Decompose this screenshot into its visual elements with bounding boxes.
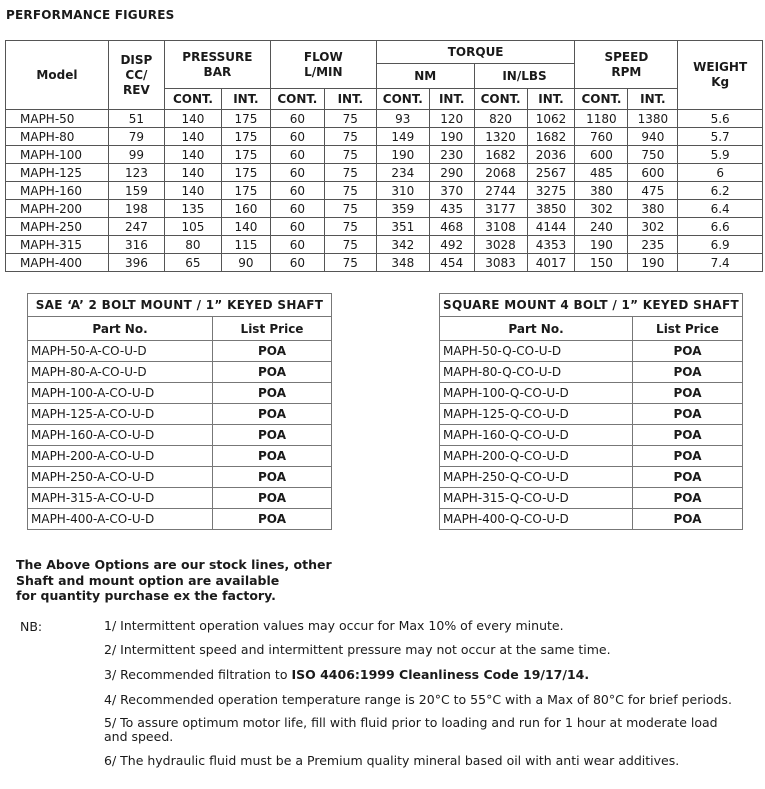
table-row — [440, 425, 743, 446]
value-cell: 75 — [324, 200, 376, 218]
table-row — [440, 404, 743, 425]
sae-table-title: SAE ‘A’ 2 BOLT MOUNT / 1” KEYED SHAFT — [28, 294, 332, 317]
value-cell: 60 — [270, 164, 324, 182]
table-row — [6, 200, 763, 218]
value-cell: 160 — [221, 200, 270, 218]
table-row — [440, 383, 743, 404]
value-cell: 4144 — [527, 218, 575, 236]
value-cell: 175 — [221, 128, 270, 146]
value-cell: 140 — [164, 164, 221, 182]
note-item: 1/ Intermittent operation values may occur for Max 10% of every minute. — [104, 618, 564, 633]
value-cell: 75 — [324, 218, 376, 236]
header-torque-nm: NM — [376, 64, 474, 89]
value-cell: 135 — [164, 200, 221, 218]
header-disp: DISP CC/ REV — [108, 41, 164, 110]
value-cell: 492 — [429, 236, 474, 254]
part-number: MAPH-125-A-CO-U-D — [28, 404, 213, 425]
value-cell: 140 — [164, 110, 221, 128]
table-row — [28, 425, 332, 446]
value-cell: 3177 — [474, 200, 527, 218]
value-cell: 5.7 — [678, 128, 763, 146]
value-cell: 150 — [575, 254, 628, 272]
part-number: MAPH-400-A-CO-U-D — [28, 509, 213, 530]
list-price: POA — [633, 341, 743, 362]
list-price: POA — [213, 488, 332, 509]
value-cell: 1682 — [527, 128, 575, 146]
value-cell: 175 — [221, 164, 270, 182]
list-price: POA — [633, 362, 743, 383]
value-cell: 310 — [376, 182, 429, 200]
value-cell: 120 — [429, 110, 474, 128]
model-cell: MAPH-200 — [6, 200, 109, 218]
value-cell: 140 — [164, 146, 221, 164]
table-row — [440, 446, 743, 467]
stock-note-line: The Above Options are our stock lines, other — [16, 557, 332, 572]
list-price: POA — [633, 467, 743, 488]
value-cell: 351 — [376, 218, 429, 236]
model-cell: MAPH-400 — [6, 254, 109, 272]
performance-table — [5, 40, 763, 272]
part-number: MAPH-315-Q-CO-U-D — [440, 488, 633, 509]
part-number: MAPH-160-A-CO-U-D — [28, 425, 213, 446]
value-cell: 2567 — [527, 164, 575, 182]
value-cell: 240 — [575, 218, 628, 236]
value-cell: 51 — [108, 110, 164, 128]
table-row — [6, 218, 763, 236]
table-row — [6, 236, 763, 254]
model-cell: MAPH-80 — [6, 128, 109, 146]
value-cell: 140 — [164, 182, 221, 200]
value-cell: 348 — [376, 254, 429, 272]
list-price: POA — [633, 404, 743, 425]
value-cell: 3850 — [527, 200, 575, 218]
value-cell: 435 — [429, 200, 474, 218]
table-row — [440, 488, 743, 509]
value-cell: 6.6 — [678, 218, 763, 236]
list-price: POA — [633, 383, 743, 404]
table-row — [28, 362, 332, 383]
value-cell: 5.6 — [678, 110, 763, 128]
list-price: POA — [213, 362, 332, 383]
value-cell: 60 — [270, 146, 324, 164]
value-cell: 820 — [474, 110, 527, 128]
value-cell: 1180 — [575, 110, 628, 128]
note-item: 5/ To assure optimum motor life, fill with fluid prior to loading and run for 1 hour at moderate load and speed. — [104, 715, 718, 744]
table-row — [28, 509, 332, 530]
value-cell: 370 — [429, 182, 474, 200]
list-price: POA — [213, 404, 332, 425]
value-cell: 175 — [221, 182, 270, 200]
value-cell: 342 — [376, 236, 429, 254]
header-cont: CONT. — [164, 89, 221, 110]
stock-note-line: for quantity purchase ex the factory. — [16, 588, 276, 603]
header-cont: CONT. — [376, 89, 429, 110]
value-cell: 60 — [270, 236, 324, 254]
note-emphasis: ISO 4406:1999 Cleanliness Code 19/17/14. — [291, 667, 590, 682]
value-cell: 60 — [270, 254, 324, 272]
list-price: POA — [633, 425, 743, 446]
part-number: MAPH-250-Q-CO-U-D — [440, 467, 633, 488]
square-mount-table — [439, 293, 743, 530]
table-row — [6, 164, 763, 182]
value-cell: 65 — [164, 254, 221, 272]
value-cell: 468 — [429, 218, 474, 236]
value-cell: 2744 — [474, 182, 527, 200]
table-row — [440, 467, 743, 488]
value-cell: 2068 — [474, 164, 527, 182]
value-cell: 396 — [108, 254, 164, 272]
part-number: MAPH-80-Q-CO-U-D — [440, 362, 633, 383]
value-cell: 1062 — [527, 110, 575, 128]
value-cell: 760 — [575, 128, 628, 146]
part-number: MAPH-315-A-CO-U-D — [28, 488, 213, 509]
value-cell: 60 — [270, 200, 324, 218]
list-price: POA — [633, 488, 743, 509]
header-int: INT. — [221, 89, 270, 110]
table-row — [6, 254, 763, 272]
value-cell: 90 — [221, 254, 270, 272]
value-cell: 123 — [108, 164, 164, 182]
value-cell: 60 — [270, 182, 324, 200]
value-cell: 79 — [108, 128, 164, 146]
value-cell: 75 — [324, 128, 376, 146]
note-item: 4/ Recommended operation temperature range is 20°C to 55°C with a Max of 80°C for brief periods. — [104, 692, 732, 707]
model-cell: MAPH-50 — [6, 110, 109, 128]
header-cont: CONT. — [575, 89, 628, 110]
value-cell: 190 — [429, 128, 474, 146]
value-cell: 140 — [164, 128, 221, 146]
value-cell: 475 — [628, 182, 678, 200]
value-cell: 600 — [575, 146, 628, 164]
header-int: INT. — [527, 89, 575, 110]
value-cell: 1682 — [474, 146, 527, 164]
value-cell: 380 — [575, 182, 628, 200]
header-pressure: PRESSURE BAR — [164, 41, 270, 89]
part-no-header: Part No. — [28, 317, 213, 341]
list-price: POA — [213, 509, 332, 530]
part-number: MAPH-80-A-CO-U-D — [28, 362, 213, 383]
list-price: POA — [633, 446, 743, 467]
value-cell: 3275 — [527, 182, 575, 200]
part-number: MAPH-200-A-CO-U-D — [28, 446, 213, 467]
part-number: MAPH-125-Q-CO-U-D — [440, 404, 633, 425]
value-cell: 190 — [575, 236, 628, 254]
table-row — [28, 467, 332, 488]
value-cell: 3028 — [474, 236, 527, 254]
model-cell: MAPH-100 — [6, 146, 109, 164]
value-cell: 750 — [628, 146, 678, 164]
sae-mount-table — [27, 293, 332, 530]
value-cell: 75 — [324, 236, 376, 254]
value-cell: 75 — [324, 110, 376, 128]
part-number: MAPH-100-A-CO-U-D — [28, 383, 213, 404]
part-number: MAPH-50-A-CO-U-D — [28, 341, 213, 362]
value-cell: 1320 — [474, 128, 527, 146]
value-cell: 316 — [108, 236, 164, 254]
table-row — [28, 383, 332, 404]
value-cell: 3083 — [474, 254, 527, 272]
value-cell: 7.4 — [678, 254, 763, 272]
value-cell: 6.2 — [678, 182, 763, 200]
value-cell: 230 — [429, 146, 474, 164]
part-number: MAPH-160-Q-CO-U-D — [440, 425, 633, 446]
list-price: POA — [213, 425, 332, 446]
table-row — [440, 509, 743, 530]
value-cell: 175 — [221, 110, 270, 128]
header-cont: CONT. — [270, 89, 324, 110]
value-cell: 5.9 — [678, 146, 763, 164]
header-int: INT. — [324, 89, 376, 110]
list-price: POA — [213, 383, 332, 404]
value-cell: 75 — [324, 254, 376, 272]
list-price: POA — [633, 509, 743, 530]
value-cell: 6.9 — [678, 236, 763, 254]
part-number: MAPH-250-A-CO-U-D — [28, 467, 213, 488]
value-cell: 359 — [376, 200, 429, 218]
part-number: MAPH-400-Q-CO-U-D — [440, 509, 633, 530]
value-cell: 4017 — [527, 254, 575, 272]
list-price-header: List Price — [633, 317, 743, 341]
value-cell: 140 — [221, 218, 270, 236]
value-cell: 4353 — [527, 236, 575, 254]
header-int: INT. — [429, 89, 474, 110]
table-row — [6, 146, 763, 164]
value-cell: 80 — [164, 236, 221, 254]
header-torque-inlbs: IN/LBS — [474, 64, 575, 89]
table-row — [28, 341, 332, 362]
value-cell: 75 — [324, 146, 376, 164]
part-number: MAPH-200-Q-CO-U-D — [440, 446, 633, 467]
model-cell: MAPH-250 — [6, 218, 109, 236]
list-price: POA — [213, 446, 332, 467]
value-cell: 6 — [678, 164, 763, 182]
table-row — [6, 182, 763, 200]
list-price: POA — [213, 467, 332, 488]
value-cell: 115 — [221, 236, 270, 254]
table-row — [440, 362, 743, 383]
value-cell: 234 — [376, 164, 429, 182]
value-cell: 75 — [324, 182, 376, 200]
value-cell: 1380 — [628, 110, 678, 128]
note-item: 2/ Intermittent speed and intermittent pressure may not occur at the same time. — [104, 642, 611, 657]
header-model: Model — [6, 41, 109, 110]
table-row — [28, 404, 332, 425]
value-cell: 302 — [575, 200, 628, 218]
value-cell: 99 — [108, 146, 164, 164]
value-cell: 235 — [628, 236, 678, 254]
value-cell: 485 — [575, 164, 628, 182]
stock-note — [16, 557, 332, 604]
value-cell: 60 — [270, 218, 324, 236]
note-item — [104, 668, 744, 682]
square-table-title: SQUARE MOUNT 4 BOLT / 1” KEYED SHAFT — [440, 294, 743, 317]
table-row — [440, 341, 743, 362]
part-no-header: Part No. — [440, 317, 633, 341]
value-cell: 2036 — [527, 146, 575, 164]
value-cell: 380 — [628, 200, 678, 218]
header-weight: WEIGHT Kg — [678, 41, 763, 110]
header-cont: CONT. — [474, 89, 527, 110]
stock-note-line: Shaft and mount option are available — [16, 572, 280, 588]
value-cell: 175 — [221, 146, 270, 164]
header-int: INT. — [628, 89, 678, 110]
value-cell: 93 — [376, 110, 429, 128]
list-price: POA — [213, 341, 332, 362]
list-price-header: List Price — [213, 317, 332, 341]
part-number: MAPH-100-Q-CO-U-D — [440, 383, 633, 404]
value-cell: 302 — [628, 218, 678, 236]
model-cell: MAPH-125 — [6, 164, 109, 182]
value-cell: 247 — [108, 218, 164, 236]
value-cell: 190 — [628, 254, 678, 272]
header-torque: TORQUE — [376, 41, 575, 64]
model-cell: MAPH-315 — [6, 236, 109, 254]
value-cell: 190 — [376, 146, 429, 164]
value-cell: 600 — [628, 164, 678, 182]
value-cell: 454 — [429, 254, 474, 272]
page-title: PERFORMANCE FIGURES — [6, 8, 175, 22]
value-cell: 940 — [628, 128, 678, 146]
note-item: 6/ The hydraulic fluid must be a Premium quality mineral based oil with anti wear additives. — [104, 753, 680, 768]
table-row — [28, 446, 332, 467]
table-row — [6, 110, 763, 128]
table-row — [28, 488, 332, 509]
table-row — [6, 128, 763, 146]
header-flow: FLOW L/MIN — [270, 41, 376, 89]
value-cell: 290 — [429, 164, 474, 182]
value-cell: 198 — [108, 200, 164, 218]
value-cell: 60 — [270, 110, 324, 128]
value-cell: 75 — [324, 164, 376, 182]
header-speed: SPEED RPM — [575, 41, 678, 89]
value-cell: 159 — [108, 182, 164, 200]
value-cell: 6.4 — [678, 200, 763, 218]
nb-label: NB: — [20, 619, 43, 634]
value-cell: 60 — [270, 128, 324, 146]
part-number: MAPH-50-Q-CO-U-D — [440, 341, 633, 362]
note-text: 3/ Recommended filtration to — [104, 667, 292, 682]
value-cell: 3108 — [474, 218, 527, 236]
model-cell: MAPH-160 — [6, 182, 109, 200]
value-cell: 105 — [164, 218, 221, 236]
value-cell: 149 — [376, 128, 429, 146]
